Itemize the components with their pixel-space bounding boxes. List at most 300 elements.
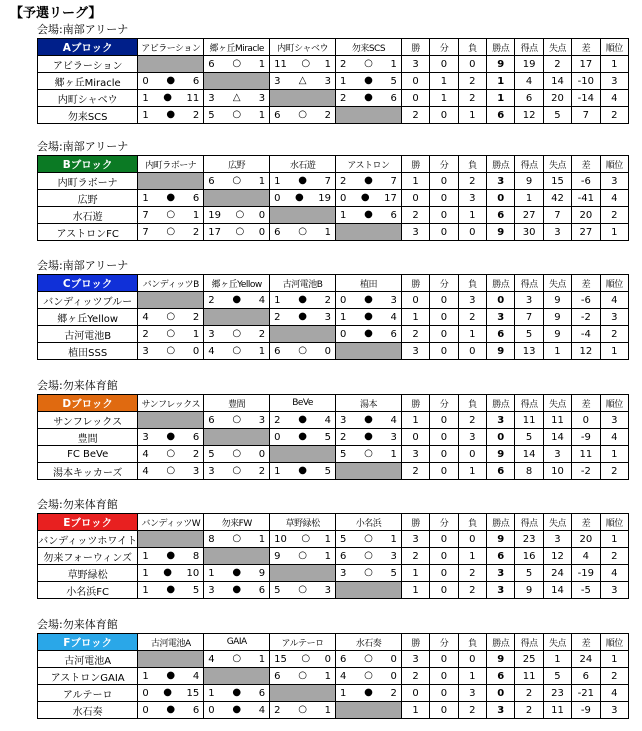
stat-value: 20: [543, 90, 571, 107]
score-wrap: [138, 551, 203, 562]
win-mark-icon: ○: [232, 414, 242, 425]
score-wrap: [204, 449, 269, 460]
match-result: [204, 582, 270, 599]
win-mark-icon: ○: [301, 533, 311, 544]
score-opponent: 0: [390, 653, 397, 665]
stat-header: 勝: [401, 39, 429, 56]
score-own: 0: [142, 704, 149, 716]
block-title: Eブロック: [38, 514, 138, 531]
score-wrap: [270, 110, 335, 121]
stat-value: 3: [600, 173, 628, 190]
stat-value: 3: [487, 412, 515, 429]
standings-table: [37, 274, 629, 360]
win-mark-icon: ○: [364, 567, 373, 578]
score-wrap: [204, 568, 269, 579]
table-row: [38, 412, 629, 429]
table-row: [38, 224, 629, 241]
stat-value: 3: [487, 309, 515, 326]
match-result: [138, 207, 204, 224]
stat-value: -2: [572, 463, 600, 480]
table-row: [38, 446, 629, 463]
stat-header: 順位: [600, 156, 628, 173]
score-wrap: [336, 415, 401, 426]
score-own: 2: [274, 414, 281, 426]
self-match-cell: [270, 207, 336, 224]
score-own: 6: [274, 109, 281, 121]
score-opponent: 4: [192, 670, 200, 682]
score-own: 6: [340, 550, 347, 562]
score-wrap: [204, 585, 269, 596]
score-wrap: [336, 59, 401, 70]
stat-value: 2: [401, 463, 429, 480]
stat-value: 0: [572, 412, 600, 429]
stat-header: 差: [572, 634, 600, 651]
stat-value: 0: [430, 207, 458, 224]
stat-value: 9: [543, 326, 571, 343]
opponent-header: BeVe: [270, 395, 336, 412]
stat-value: 0: [430, 292, 458, 309]
stat-value: 13: [515, 343, 543, 360]
stat-value: 0: [401, 190, 429, 207]
score-own: 1: [274, 465, 281, 477]
team-name: 豊間: [38, 429, 138, 446]
self-match-cell: [204, 190, 270, 207]
stat-value: 2: [458, 173, 486, 190]
score-own: 1: [208, 687, 215, 699]
score-wrap: [336, 432, 401, 443]
score-wrap: [138, 93, 203, 104]
match-result: [270, 702, 336, 719]
score-opponent: 1: [258, 58, 266, 70]
stat-value: 0: [430, 190, 458, 207]
score-own: 5: [340, 448, 347, 460]
stat-value: 2: [543, 56, 571, 73]
team-name: アストロンFC: [38, 224, 138, 241]
score-own: 3: [208, 465, 215, 477]
match-result: [138, 446, 204, 463]
stat-header: 差: [572, 275, 600, 292]
loss-mark-icon: ●: [364, 414, 373, 425]
match-result: [204, 685, 270, 702]
table-row: [38, 90, 629, 107]
stat-value: 17: [572, 56, 600, 73]
score-wrap: [204, 329, 269, 340]
score-own: 6: [208, 175, 215, 187]
stat-value: 0: [458, 446, 486, 463]
stat-value: 2: [458, 412, 486, 429]
stat-value: 1: [430, 73, 458, 90]
score-wrap: [270, 654, 335, 665]
stat-value: 4: [600, 685, 628, 702]
stat-header: 勝点: [487, 275, 515, 292]
score-opponent: 4: [390, 311, 397, 323]
win-mark-icon: ○: [298, 584, 307, 595]
score-opponent: 1: [258, 653, 266, 665]
stat-value: 3: [543, 224, 571, 241]
table-row: [38, 463, 629, 480]
stat-header: 順位: [600, 634, 628, 651]
stat-value: 25: [515, 651, 543, 668]
stat-value: 0: [430, 531, 458, 548]
table-row: [38, 668, 629, 685]
match-result: [270, 343, 336, 360]
loss-mark-icon: ●: [166, 584, 176, 595]
stat-value: 3: [600, 582, 628, 599]
score-own: 2: [142, 328, 149, 340]
stat-value: 14: [543, 73, 571, 90]
stat-value: -4: [572, 326, 600, 343]
stat-value: 0: [430, 309, 458, 326]
score-wrap: [270, 551, 335, 562]
stat-value: 4: [600, 190, 628, 207]
score-opponent: 0: [258, 448, 266, 460]
match-result: [336, 651, 402, 668]
score-opponent: 0: [258, 209, 266, 221]
stat-header: 勝点: [487, 395, 515, 412]
score-wrap: [138, 466, 203, 477]
score-opponent: 3: [258, 414, 266, 426]
self-match-cell: [270, 565, 336, 582]
team-name: 古河電池B: [38, 326, 138, 343]
stat-value: 0: [430, 326, 458, 343]
table-row: [38, 292, 629, 309]
score-opponent: 3: [324, 311, 332, 323]
stat-value: 3: [487, 702, 515, 719]
stat-value: 11: [572, 446, 600, 463]
match-result: [138, 107, 204, 124]
score-opponent: 6: [192, 431, 200, 443]
score-opponent: 2: [192, 226, 200, 238]
self-match-cell: [138, 412, 204, 429]
loss-mark-icon: ●: [166, 75, 176, 86]
opponent-header: アルテーロ: [270, 634, 336, 651]
stat-value: 2: [401, 668, 429, 685]
score-wrap: [336, 295, 401, 306]
score-wrap: [270, 346, 335, 357]
loss-mark-icon: ●: [163, 567, 172, 578]
score-wrap: [270, 585, 335, 596]
stat-value: 23: [515, 531, 543, 548]
stat-value: 1: [600, 651, 628, 668]
stat-value: 0: [458, 343, 486, 360]
page-title: 【予選リーグ】: [10, 6, 102, 21]
score-own: 7: [142, 226, 149, 238]
score-own: 0: [142, 75, 149, 87]
standings-table: [37, 513, 629, 599]
score-own: 1: [142, 567, 149, 579]
score-own: 6: [208, 414, 215, 426]
stat-value: 3: [487, 582, 515, 599]
match-result: [138, 90, 204, 107]
stat-value: 2: [401, 207, 429, 224]
table-row: [38, 343, 629, 360]
stat-value: 1: [401, 173, 429, 190]
score-wrap: [336, 449, 401, 460]
stat-header: 勝: [401, 275, 429, 292]
stat-header: 順位: [600, 39, 628, 56]
team-name: アストロンGAIA: [38, 668, 138, 685]
loss-mark-icon: ●: [232, 294, 242, 305]
stat-value: 11: [515, 668, 543, 685]
block-e: [37, 497, 629, 599]
team-name: サンフレックス: [38, 412, 138, 429]
match-result: [336, 565, 402, 582]
stat-value: 11: [515, 412, 543, 429]
stat-value: 2: [600, 463, 628, 480]
stat-value: 12: [543, 548, 571, 565]
loss-mark-icon: ●: [163, 687, 172, 698]
score-opponent: 1: [324, 226, 332, 238]
score-own: 4: [142, 311, 149, 323]
score-wrap: [138, 705, 203, 716]
header-row: [38, 156, 629, 173]
stat-value: 5: [543, 107, 571, 124]
win-mark-icon: ○: [232, 653, 242, 664]
stat-value: 1: [458, 463, 486, 480]
win-mark-icon: ○: [301, 653, 311, 664]
match-result: [336, 412, 402, 429]
match-result: [138, 309, 204, 326]
score-wrap: [204, 210, 269, 221]
stat-header: 負: [458, 395, 486, 412]
score-wrap: [336, 568, 401, 579]
match-result: [204, 651, 270, 668]
stat-value: 0: [430, 463, 458, 480]
stat-value: 4: [572, 548, 600, 565]
stat-value: 15: [543, 173, 571, 190]
score-own: 8: [208, 533, 215, 545]
score-opponent: 6: [390, 209, 397, 221]
table-row: [38, 582, 629, 599]
score-opponent: 17: [384, 192, 397, 204]
stat-value: 0: [458, 531, 486, 548]
match-result: [336, 292, 402, 309]
loss-mark-icon: ●: [166, 192, 176, 203]
match-result: [138, 668, 204, 685]
score-own: 0: [340, 328, 347, 340]
stat-header: 負: [458, 39, 486, 56]
loss-mark-icon: ●: [232, 704, 242, 715]
stat-value: 12: [572, 343, 600, 360]
score-wrap: [270, 295, 335, 306]
standings-table: [37, 155, 629, 241]
score-wrap: [204, 705, 269, 716]
stat-value: 0: [401, 90, 429, 107]
score-opponent: 1: [390, 448, 397, 460]
loss-mark-icon: ●: [232, 567, 242, 578]
stat-header: 分: [430, 514, 458, 531]
score-wrap: [204, 534, 269, 545]
venue-label: 会場:南部アリーナ: [37, 259, 129, 272]
stat-value: 0: [430, 651, 458, 668]
loss-mark-icon: ●: [360, 192, 370, 203]
score-opponent: 19: [318, 192, 331, 204]
stat-value: 2: [600, 548, 628, 565]
table-row: [38, 173, 629, 190]
score-wrap: [138, 76, 203, 87]
score-wrap: [336, 654, 401, 665]
score-opponent: 0: [192, 345, 200, 357]
stat-header: 失点: [543, 514, 571, 531]
team-name: 湯本キッカーズ: [38, 463, 138, 480]
block-c: [37, 258, 629, 360]
stat-value: 1: [515, 190, 543, 207]
score-opponent: 1: [258, 533, 266, 545]
stat-header: 勝点: [487, 39, 515, 56]
match-result: [204, 343, 270, 360]
stat-value: 1: [600, 531, 628, 548]
venue-label: 会場:勿来体育館: [37, 379, 118, 392]
match-result: [138, 429, 204, 446]
win-mark-icon: ○: [232, 328, 242, 339]
stat-header: 得点: [515, 39, 543, 56]
match-result: [270, 107, 336, 124]
stat-value: 14: [543, 582, 571, 599]
self-match-cell: [270, 446, 336, 463]
match-result: [138, 224, 204, 241]
stat-value: 9: [515, 582, 543, 599]
loss-mark-icon: ●: [298, 311, 307, 322]
stat-header: 分: [430, 395, 458, 412]
score-wrap: [336, 671, 401, 682]
loss-mark-icon: ●: [364, 175, 373, 186]
stat-header: 分: [430, 156, 458, 173]
score-own: 1: [142, 584, 149, 596]
match-result: [336, 173, 402, 190]
win-mark-icon: ○: [235, 226, 245, 237]
score-own: 6: [274, 226, 281, 238]
stat-value: 3: [401, 56, 429, 73]
team-name: 勿来フォーウィンズ: [38, 548, 138, 565]
stat-value: -21: [572, 685, 600, 702]
stat-value: 3: [401, 343, 429, 360]
stat-value: -5: [572, 582, 600, 599]
stat-value: 0: [430, 173, 458, 190]
loss-mark-icon: ●: [166, 670, 176, 681]
stat-value: 2: [458, 73, 486, 90]
score-opponent: 1: [258, 109, 266, 121]
venue-label: 会場:勿来体育館: [37, 498, 118, 511]
win-mark-icon: ○: [232, 533, 242, 544]
score-opponent: 1: [324, 533, 331, 545]
score-opponent: 3: [390, 294, 397, 306]
stat-value: 1: [600, 224, 628, 241]
loss-mark-icon: ●: [364, 431, 373, 442]
loss-mark-icon: ●: [298, 175, 307, 186]
stat-value: 1: [487, 73, 515, 90]
score-opponent: 1: [324, 704, 332, 716]
stat-value: 0: [430, 343, 458, 360]
stat-value: 0: [430, 429, 458, 446]
win-mark-icon: ○: [298, 109, 307, 120]
loss-mark-icon: ●: [163, 92, 172, 103]
score-opponent: 2: [324, 294, 332, 306]
score-wrap: [336, 534, 401, 545]
score-own: 11: [274, 58, 287, 70]
match-result: [270, 73, 336, 90]
opponent-header: アビラーション: [138, 39, 204, 56]
stat-value: 12: [515, 107, 543, 124]
stat-value: 0: [430, 446, 458, 463]
stat-value: 3: [487, 565, 515, 582]
score-own: 1: [340, 209, 347, 221]
score-opponent: 0: [390, 670, 397, 682]
win-mark-icon: ○: [232, 465, 242, 476]
stat-header: 分: [430, 275, 458, 292]
score-own: 10: [274, 533, 287, 545]
win-mark-icon: ○: [166, 209, 176, 220]
loss-mark-icon: ●: [166, 704, 176, 715]
opponent-header: 水石奏: [336, 634, 402, 651]
loss-mark-icon: ●: [298, 414, 307, 425]
score-opponent: 1: [390, 58, 397, 70]
score-own: 5: [208, 109, 215, 121]
venue-label: 会場:南部アリーナ: [37, 140, 129, 153]
stat-header: 勝点: [487, 514, 515, 531]
stat-value: 0: [487, 685, 515, 702]
score-wrap: [138, 193, 203, 204]
stat-value: 0: [430, 548, 458, 565]
stat-header: 順位: [600, 275, 628, 292]
self-match-cell: [270, 326, 336, 343]
match-result: [270, 190, 336, 207]
stat-value: 0: [458, 56, 486, 73]
score-wrap: [270, 705, 335, 716]
win-mark-icon: ○: [235, 209, 245, 220]
match-result: [138, 463, 204, 480]
stat-value: 5: [515, 326, 543, 343]
stat-value: 3: [458, 429, 486, 446]
stat-value: -19: [572, 565, 600, 582]
stat-value: 1: [600, 56, 628, 73]
opponent-header: サンフレックス: [138, 395, 204, 412]
block-title: Cブロック: [38, 275, 138, 292]
stat-header: 負: [458, 634, 486, 651]
stat-value: 0: [430, 107, 458, 124]
match-result: [336, 56, 402, 73]
win-mark-icon: ○: [166, 226, 176, 237]
self-match-cell: [138, 173, 204, 190]
score-wrap: [336, 329, 401, 340]
stat-value: -41: [572, 190, 600, 207]
stat-value: 23: [543, 685, 571, 702]
win-mark-icon: ○: [364, 58, 373, 69]
match-result: [204, 565, 270, 582]
stat-value: 6: [515, 90, 543, 107]
score-wrap: [138, 210, 203, 221]
match-result: [336, 190, 402, 207]
loss-mark-icon: ●: [364, 75, 373, 86]
score-opponent: 6: [192, 704, 200, 716]
stat-header: 得点: [515, 395, 543, 412]
score-opponent: 6: [258, 687, 266, 699]
match-result: [270, 548, 336, 565]
match-result: [270, 224, 336, 241]
stat-value: 0: [401, 73, 429, 90]
win-mark-icon: ○: [166, 345, 176, 356]
draw-mark-icon: △: [298, 75, 307, 86]
loss-mark-icon: ●: [166, 109, 176, 120]
match-result: [336, 90, 402, 107]
score-wrap: [270, 227, 335, 238]
team-name: アルテーロ: [38, 685, 138, 702]
match-result: [204, 224, 270, 241]
stat-value: 5: [543, 668, 571, 685]
stat-value: 2: [458, 309, 486, 326]
block-title: Fブロック: [38, 634, 138, 651]
score-own: 2: [340, 431, 347, 443]
match-result: [138, 702, 204, 719]
